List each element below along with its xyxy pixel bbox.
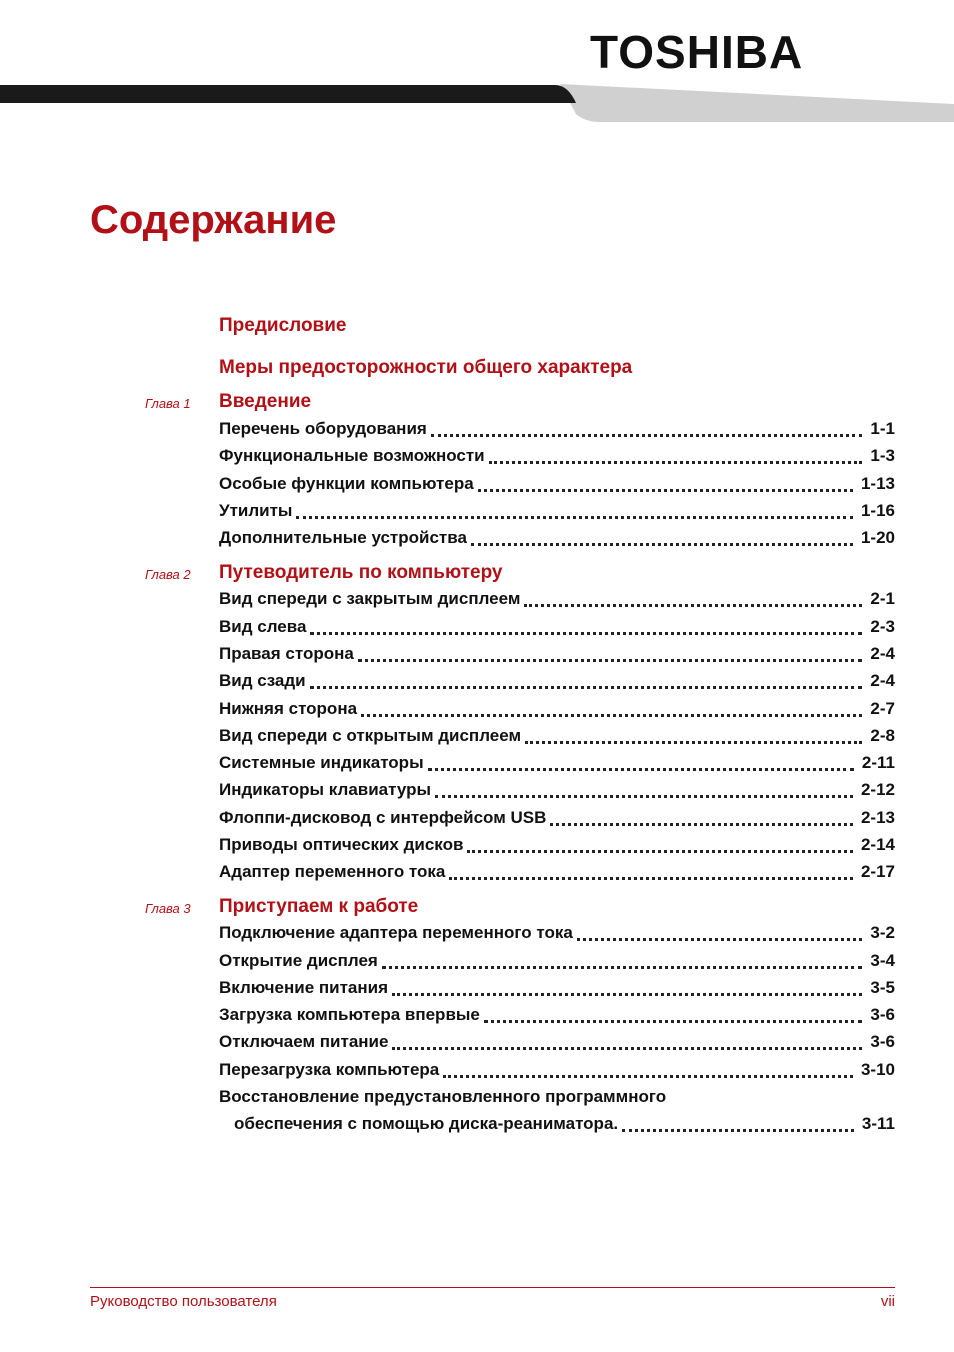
dot-leader [467, 850, 853, 853]
dot-leader [296, 516, 853, 519]
toc-entry[interactable] [219, 860, 895, 884]
toc-entry-page: 2-1 [870, 589, 895, 608]
toc-entry[interactable] [219, 1058, 895, 1082]
footer-rule [90, 1287, 895, 1288]
toc-entry-title: Вид спереди с закрытым дисплеем [219, 589, 521, 608]
toc-entry-title: Вид спереди с открытым дисплеем [219, 726, 522, 745]
toc-entry-page: 3-2 [870, 923, 895, 942]
footer-manual-title: Руководство пользователя [90, 1293, 277, 1310]
toc-entry[interactable] [219, 472, 895, 496]
toc-entry-title: Открытие дисплея [219, 951, 378, 970]
toc-entry-title: Приводы оптических дисков [219, 835, 464, 854]
toc-entry-title: обеспечения с помощью диска-реаниматора. [234, 1114, 619, 1133]
toc-entry-page: 2-4 [870, 644, 895, 663]
toc-entry-title: Подключение адаптера переменного тока [219, 923, 573, 942]
toc-entry-title: Утилиты [219, 501, 293, 520]
toc-entry-page: 3-10 [860, 1060, 895, 1079]
dot-leader [392, 993, 862, 996]
toc-entry-page: 3-6 [870, 1032, 895, 1051]
toc-entry-page: 2-3 [870, 617, 895, 636]
toc-entry-page: 1-13 [860, 474, 895, 493]
toc-entry-multiline-first[interactable]: Восстановление предустановленного программного [219, 1087, 667, 1106]
chapter-2-title-link[interactable]: Путеводитель по компьютеру [219, 562, 503, 583]
toc-entry-title: Загрузка компьютера впервые [219, 1005, 480, 1024]
dot-leader [382, 966, 863, 969]
toc-entry[interactable] [219, 642, 895, 666]
toc-preface-link[interactable]: Предисловие [219, 315, 347, 336]
toc-entry-page: 2-12 [860, 780, 895, 799]
toc-entry-title: Нижняя сторона [219, 699, 358, 718]
toc-entry-title: Правая сторона [219, 644, 354, 663]
toc-entry[interactable] [219, 1030, 895, 1054]
dot-leader [358, 659, 863, 662]
toc-entry-title: Особые функции компьютера [219, 474, 474, 493]
toc-precautions-link[interactable]: Меры предосторожности общего характера [219, 357, 633, 378]
toc-entry-title: Вид сзади [219, 671, 306, 690]
toc-entry[interactable] [219, 587, 895, 611]
toc-entry-page: 2-7 [870, 699, 895, 718]
toc-entry-page: 2-11 [861, 753, 895, 772]
toc-entry-title: Флоппи-дисковод с интерфейсом USB [219, 808, 547, 827]
dot-leader [577, 938, 863, 941]
toc-entry-page: 2-8 [870, 726, 895, 745]
toc-entry-page: 1-20 [860, 528, 895, 547]
toc-entry[interactable] [219, 669, 895, 693]
toc-entry[interactable] [219, 615, 895, 639]
toc-entry[interactable] [219, 724, 895, 748]
page-title: Содержание [90, 198, 337, 242]
toc-entry-page: 2-4 [870, 671, 895, 690]
dot-leader [310, 686, 863, 689]
header-band-dark [0, 85, 576, 103]
toc-entry-page: 3-5 [870, 978, 895, 997]
toc-entry-page: 2-14 [860, 835, 895, 854]
toc-entry-page: 2-13 [860, 808, 895, 827]
header-band-light [560, 84, 954, 122]
toc-entry-page: 3-11 [861, 1114, 895, 1133]
toc-entry[interactable] [219, 499, 895, 523]
toc-entry[interactable] [219, 949, 895, 973]
dot-leader [435, 795, 853, 798]
toc-entry[interactable] [219, 751, 895, 775]
toc-entry-title: Отключаем питание [219, 1032, 389, 1051]
dot-leader [478, 489, 853, 492]
toc-entry[interactable] [219, 921, 895, 945]
header-band [0, 84, 954, 124]
toc-entry[interactable] [219, 417, 895, 441]
dot-leader [449, 877, 853, 880]
toc-entry-title: Перезагрузка компьютера [219, 1060, 440, 1079]
dot-leader [622, 1129, 854, 1132]
chapter-2-label: Глава 2 [145, 567, 191, 582]
toc-entry-page: 3-6 [870, 1005, 895, 1024]
toc-entry[interactable] [219, 444, 895, 468]
chapter-1-label: Глава 1 [145, 396, 191, 411]
brand-logo: TOSHIBA [590, 26, 804, 78]
toc-entry-page: 1-1 [870, 419, 895, 438]
toc-entry-title: Адаптер переменного тока [219, 862, 446, 881]
toc-entry-title: Вид слева [219, 617, 307, 636]
dot-leader [428, 768, 854, 771]
dot-leader [392, 1047, 862, 1050]
dot-leader [310, 632, 862, 635]
dot-leader [443, 1075, 853, 1078]
toc-entry[interactable] [219, 697, 895, 721]
footer-page-number: vii [880, 1293, 895, 1310]
dot-leader [471, 543, 853, 546]
toc-entry-page: 3-4 [870, 951, 895, 970]
toc-entry[interactable] [219, 1003, 895, 1027]
toc-entry[interactable] [219, 526, 895, 550]
dot-leader [361, 714, 862, 717]
toc-entry[interactable] [219, 806, 895, 830]
dot-leader [489, 461, 863, 464]
toc-entry-title: Функциональные возможности [219, 446, 485, 465]
toc-entry-page: 1-16 [860, 501, 895, 520]
chapter-3-title-link[interactable]: Приступаем к работе [219, 896, 419, 917]
dot-leader [431, 434, 863, 437]
dot-leader [525, 741, 862, 744]
dot-leader [484, 1020, 863, 1023]
toc-entry-page: 2-17 [860, 862, 895, 881]
toc-entry[interactable] [219, 976, 895, 1000]
chapter-3-label: Глава 3 [145, 901, 191, 916]
toc-entry-title: Дополнительные устройства [219, 528, 467, 547]
dot-leader [524, 604, 862, 607]
chapter-1-title-link[interactable]: Введение [219, 391, 312, 412]
toc-entry-page: 1-3 [870, 446, 895, 465]
toc-entry[interactable] [219, 778, 895, 802]
toc-entry-title: Индикаторы клавиатуры [219, 780, 432, 799]
toc-entry-multiline-second[interactable] [234, 1112, 895, 1136]
toc-entry-title: Перечень оборудования [219, 419, 427, 438]
toc-entry-title: Включение питания [219, 978, 389, 997]
toc-entry-title: Системные индикаторы [219, 753, 424, 772]
toc-entry[interactable] [219, 833, 895, 857]
dot-leader [550, 823, 853, 826]
